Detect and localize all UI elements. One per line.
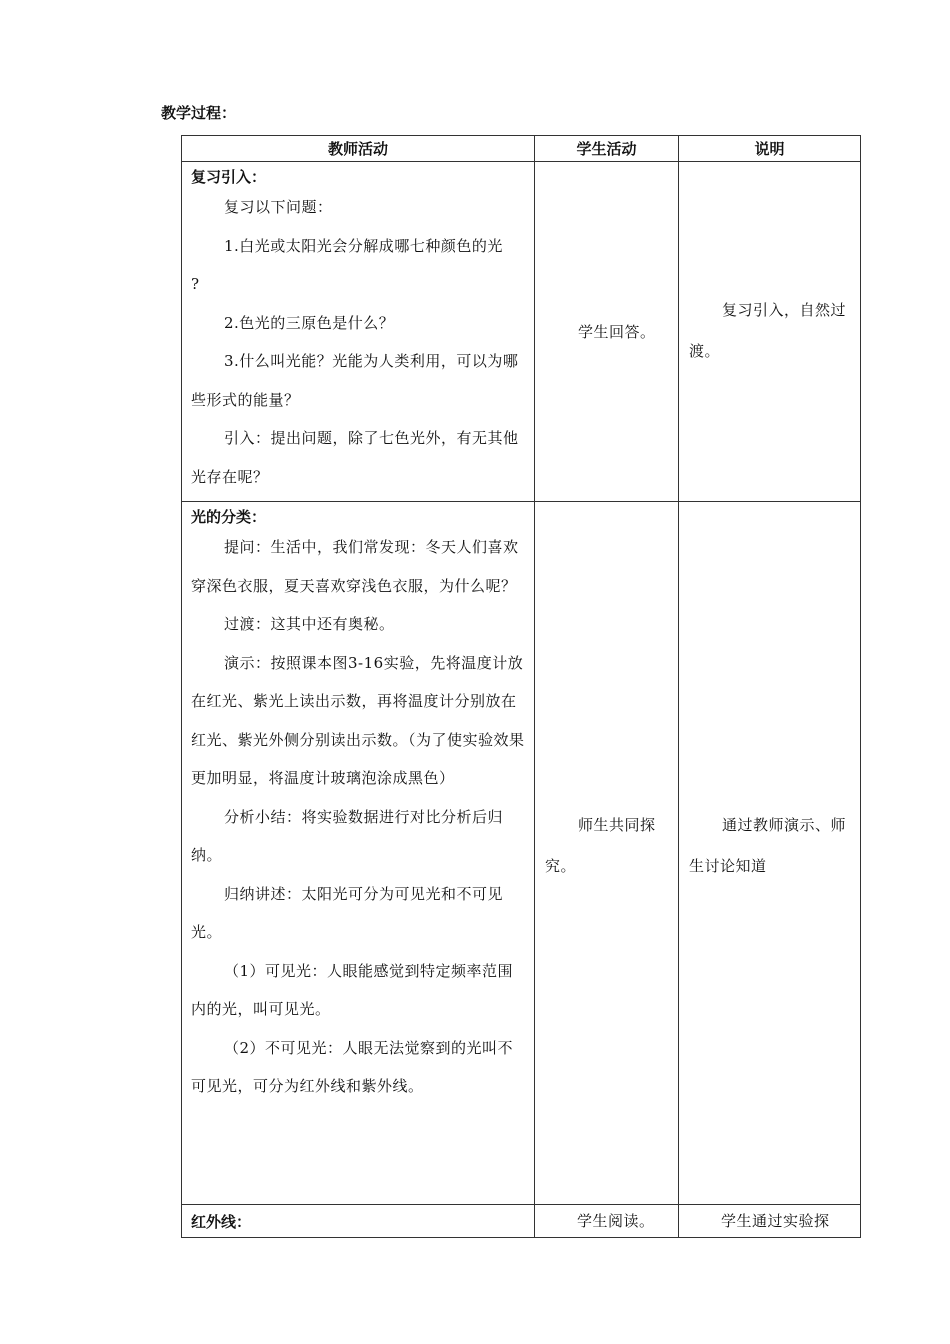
- row-title: 复习引入：: [191, 168, 267, 186]
- student-activity-text: 师生共同探究。: [545, 816, 656, 875]
- paragraph: （2）不可见光：人眼无法觉察到的光叫不可见光，可分为红外线和紫外线。: [191, 1038, 514, 1095]
- paragraph: 1.白光或太阳光会分解成哪七种颜色的光: [224, 236, 503, 255]
- note-text: 复习引入，自然过渡。: [689, 301, 847, 360]
- paragraph: 复习以下问题：: [224, 198, 333, 216]
- section-heading: 教学过程：: [161, 104, 237, 122]
- paragraph: 3.什么叫光能？光能为人类利用，可以为哪些形式的能量？: [191, 352, 519, 409]
- row-title: 光的分类：: [191, 508, 267, 526]
- paragraph: 演示：按照课本图3-16实验，先将温度计放在红光、紫光上读出示数，再将温度计分别放在红光、紫光外侧分别读出示数。（为了使实验效果更加明显，将温度计玻璃泡涂成黑色）: [191, 653, 525, 787]
- column-header-note: 说明: [679, 136, 861, 162]
- note-text: 通过教师演示、师生讨论知道: [689, 816, 847, 875]
- student-activity-cell: [535, 502, 679, 1205]
- teacher-activity-cell: [182, 162, 535, 502]
- column-header-teacher: 教师活动: [182, 136, 535, 162]
- note-cell: [679, 1205, 861, 1238]
- student-activity-text: 学生回答。: [578, 323, 656, 341]
- paragraph: 引入：提出问题，除了七色光外，有无其他光存在呢？: [191, 429, 519, 486]
- table-header-row: [182, 136, 861, 162]
- column-header-student: 学生活动: [535, 136, 679, 162]
- note-cell: [679, 502, 861, 1205]
- row-title: 红外线：: [191, 1213, 252, 1231]
- paragraph: 提问：生活中，我们常发现：冬天人们喜欢穿深色衣服，夏天喜欢穿浅色衣服，为什么呢？: [191, 538, 519, 595]
- student-activity-cell: [535, 162, 679, 502]
- teacher-activity-cell: [182, 502, 535, 1205]
- table-row: [182, 162, 861, 502]
- student-activity-text: 学生阅读。: [577, 1212, 655, 1230]
- lesson-table: [181, 135, 861, 1238]
- teacher-activity-cell: [182, 1205, 535, 1238]
- note-text: 学生通过实验探: [721, 1212, 830, 1230]
- paragraph: 分析小结：将实验数据进行对比分析后归纳。: [191, 807, 504, 864]
- paragraph: ?: [191, 275, 200, 293]
- paragraph: 归纳讲述：太阳光可分为可见光和不可见光。: [191, 884, 504, 941]
- student-activity-cell: [535, 1205, 679, 1238]
- note-cell: [679, 162, 861, 502]
- table-row: [182, 502, 861, 1205]
- table-row: [182, 1205, 861, 1238]
- paragraph: （1）可见光：人眼能感觉到特定频率范围内的光，叫可见光。: [191, 961, 514, 1018]
- paragraph: 过渡：这其中还有奥秘。: [224, 615, 395, 633]
- paragraph: 2.色光的三原色是什么？: [224, 313, 395, 332]
